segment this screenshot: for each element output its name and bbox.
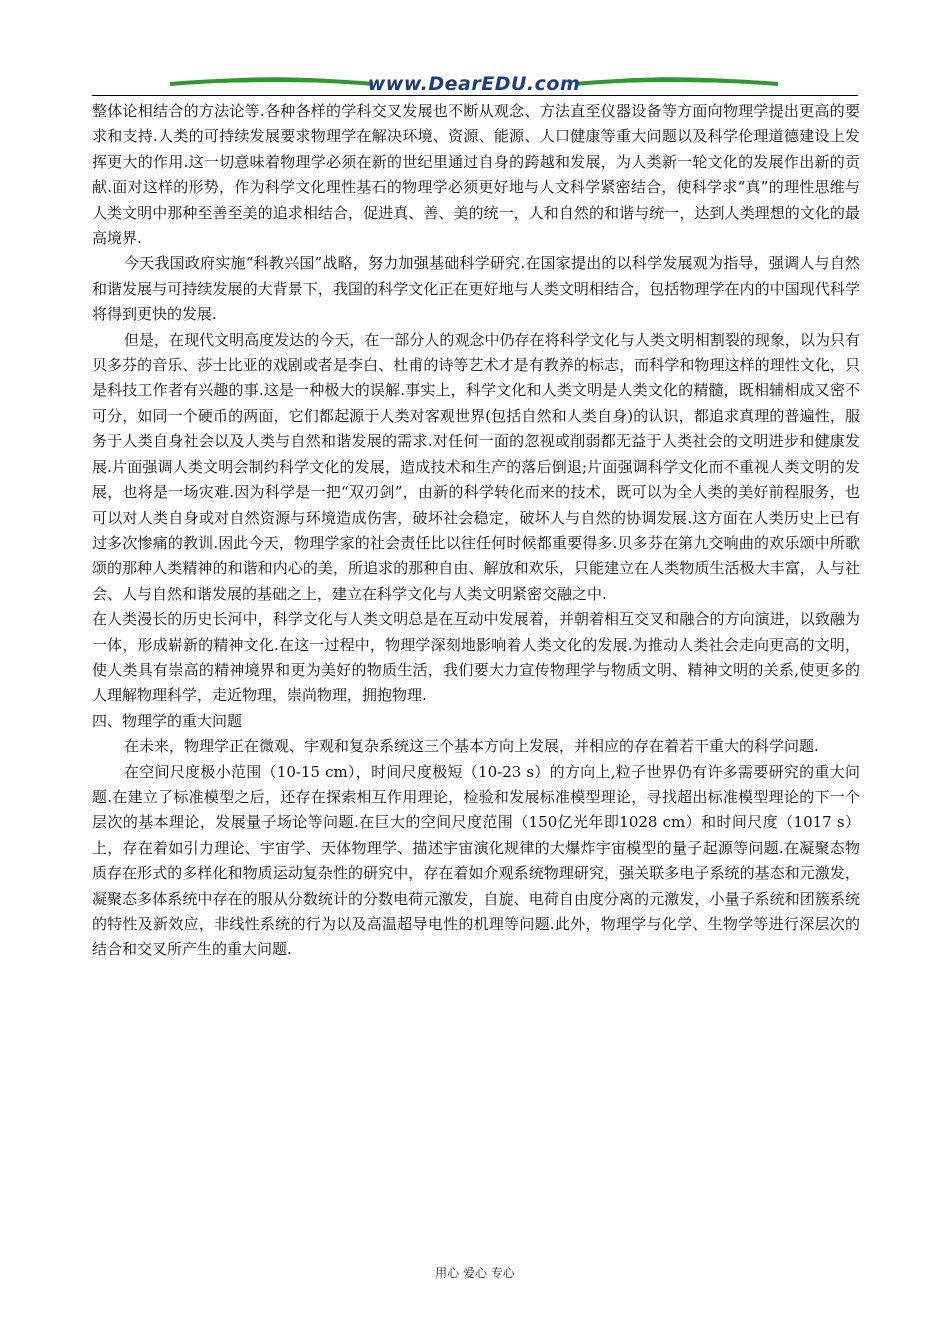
header-divider: [92, 95, 858, 96]
paragraph: 今天我国政府实施“科教兴国”战略，努力加强基础科学研究.在国家提出的以科学发展观为指导，强调人与自然和谐发展与可持续发展的大背景下，我国的科学文化正在更好地与人类文明相结合，包括物理学在内的中国现代科学将得到更快的发展.: [92, 254, 860, 324]
paragraph: 但是，在现代文明高度发达的今天，在一部分人的观念中仍存在将科学文化与人类文明相割裂的现象，以为只有贝多芬的音乐、莎士比亚的戏剧或者是李白、杜甫的诗等艺术才是有教养的标志，而科学和物理这样的理性文化，只是科技工作者有兴趣的事.这是一种极大的误解.事实上，科学文化和人类文明是人类文化的精髓，既相辅相成又密不可分，如同一个硬币的两面，它们都起源于人类对客观世界(包括自然和人类自身)的认识，都追求真理的普遍性，服务于人类自身社会以及人类与自然和谐发展的需求.对任何一面的忽视或削弱都无益于人类社会的文明进步和健康发展.片面强调人类文明会制约科学文化的发展，造成技术和生产的落后倒退;片面强调科学文化而不重视人类文明的发展，也将是一场灾难.因为科学是一把“双刃剑”，由新的科学转化而来的技术，既可以为全人类的美好前程服务，也可以对人类自身或对自然资源与环境造成伤害，破坏社会稳定，破坏人与自然的协调发展.这方面在人类历史上已有过多次惨痛的教训.因此今天，物理学家的社会责任比以往任何时候都重要得多.贝多芬在第九交响曲的欢乐颂中所歌颂的那种人类精神的和谐和内心的美，所追求的那种自由、解放和欢乐，只能建立在人类物质生活极大丰富，人与社会、人与自然和谐发展的基础之上，建立在科学文化与人类文明紧密交融之中.: [92, 330, 860, 603]
site-url: www.DearEDU.com: [367, 73, 581, 95]
paragraph: 整体论相结合的方法论等.各种各样的学科交叉发展也不断从观念、方法直至仪器设备等方面向物理学提出更高的要求和支持.人类的可持续发展要求物理学在解决环境、资源、能源、人口健康等重大问题以及科学伦理道德建设上发挥更大的作用.这一切意味着物理学必须在新的世纪里通过自身的跨越和发展，为人类新一轮文化的发展作出新的贡献.面对这样的形势，作为科学文化理性基石的物理学必须更好地与人文科学紧密结合，使科学求“真”的理性思维与人类文明中那种至善至美的追求相结合，促进真、善、美的统一，人和自然的和谐与统一，达到人类理想的文化的最高境界.: [92, 102, 860, 248]
article-body: [92, 99, 860, 963]
section-heading: 四、物理学的重大问题: [92, 711, 243, 730]
page-footer: 用心 爱心 专心: [435, 1266, 515, 1280]
paragraph: 在空间尺度极小范围（10-15 cm），时间尺度极短（10-23 s）的方向上,粒子世界仍有许多需要研究的重大问题.在建立了标准模型之后，还存在探索相互作用理论，检验和发展标准模型理论，寻找超出标准模型理论的下一个层次的基本理论，发展量子场论等问题.在巨大的空间尺度范围（150亿光年即1028 cm）和时间尺度（1017 s）上，存在着如引力理论、宇宙学、天体物理学、描述宇宙演化规律的大爆炸宇宙模型的量子起源等问题.在凝聚态物质存在形式的多样化和物质运动复杂性的研究中，存在着如介观系统物理研究，强关联多电子系统的基态和元激发，凝聚态多体系统中存在的服从分数统计的分数电荷元激发，自旋、电荷自由度分离的元激发，小量子系统和团簇系统的特性及新效应，非线性系统的行为以及高温超导电性的机理等问题.此外，物理学与化学、生物学等进行深层次的结合和交叉所产生的重大问题.: [92, 762, 860, 959]
paragraph: 在人类漫长的历史长河中，科学文化与人类文明总是在互动中发展着，并朝着相互交叉和融合的方向演进，以致融为一体，形成崭新的精神文化.在这一过程中，物理学深刻地影响着人类文化的发展.为推动人类社会走向更高的文明，使人类具有崇高的精神境界和更为美好的物质生活，我们要大力宣传物理学与物质文明、精神文明的关系,使更多的人理解物理科学，走近物理，崇尚物理，拥抱物理.: [92, 610, 860, 705]
paragraph: 在未来，物理学正在微观、宇观和复杂系统这三个基本方向上发展，并相应的存在着若干重大的科学问题.: [124, 737, 819, 756]
site-logo[interactable]: [168, 70, 780, 98]
